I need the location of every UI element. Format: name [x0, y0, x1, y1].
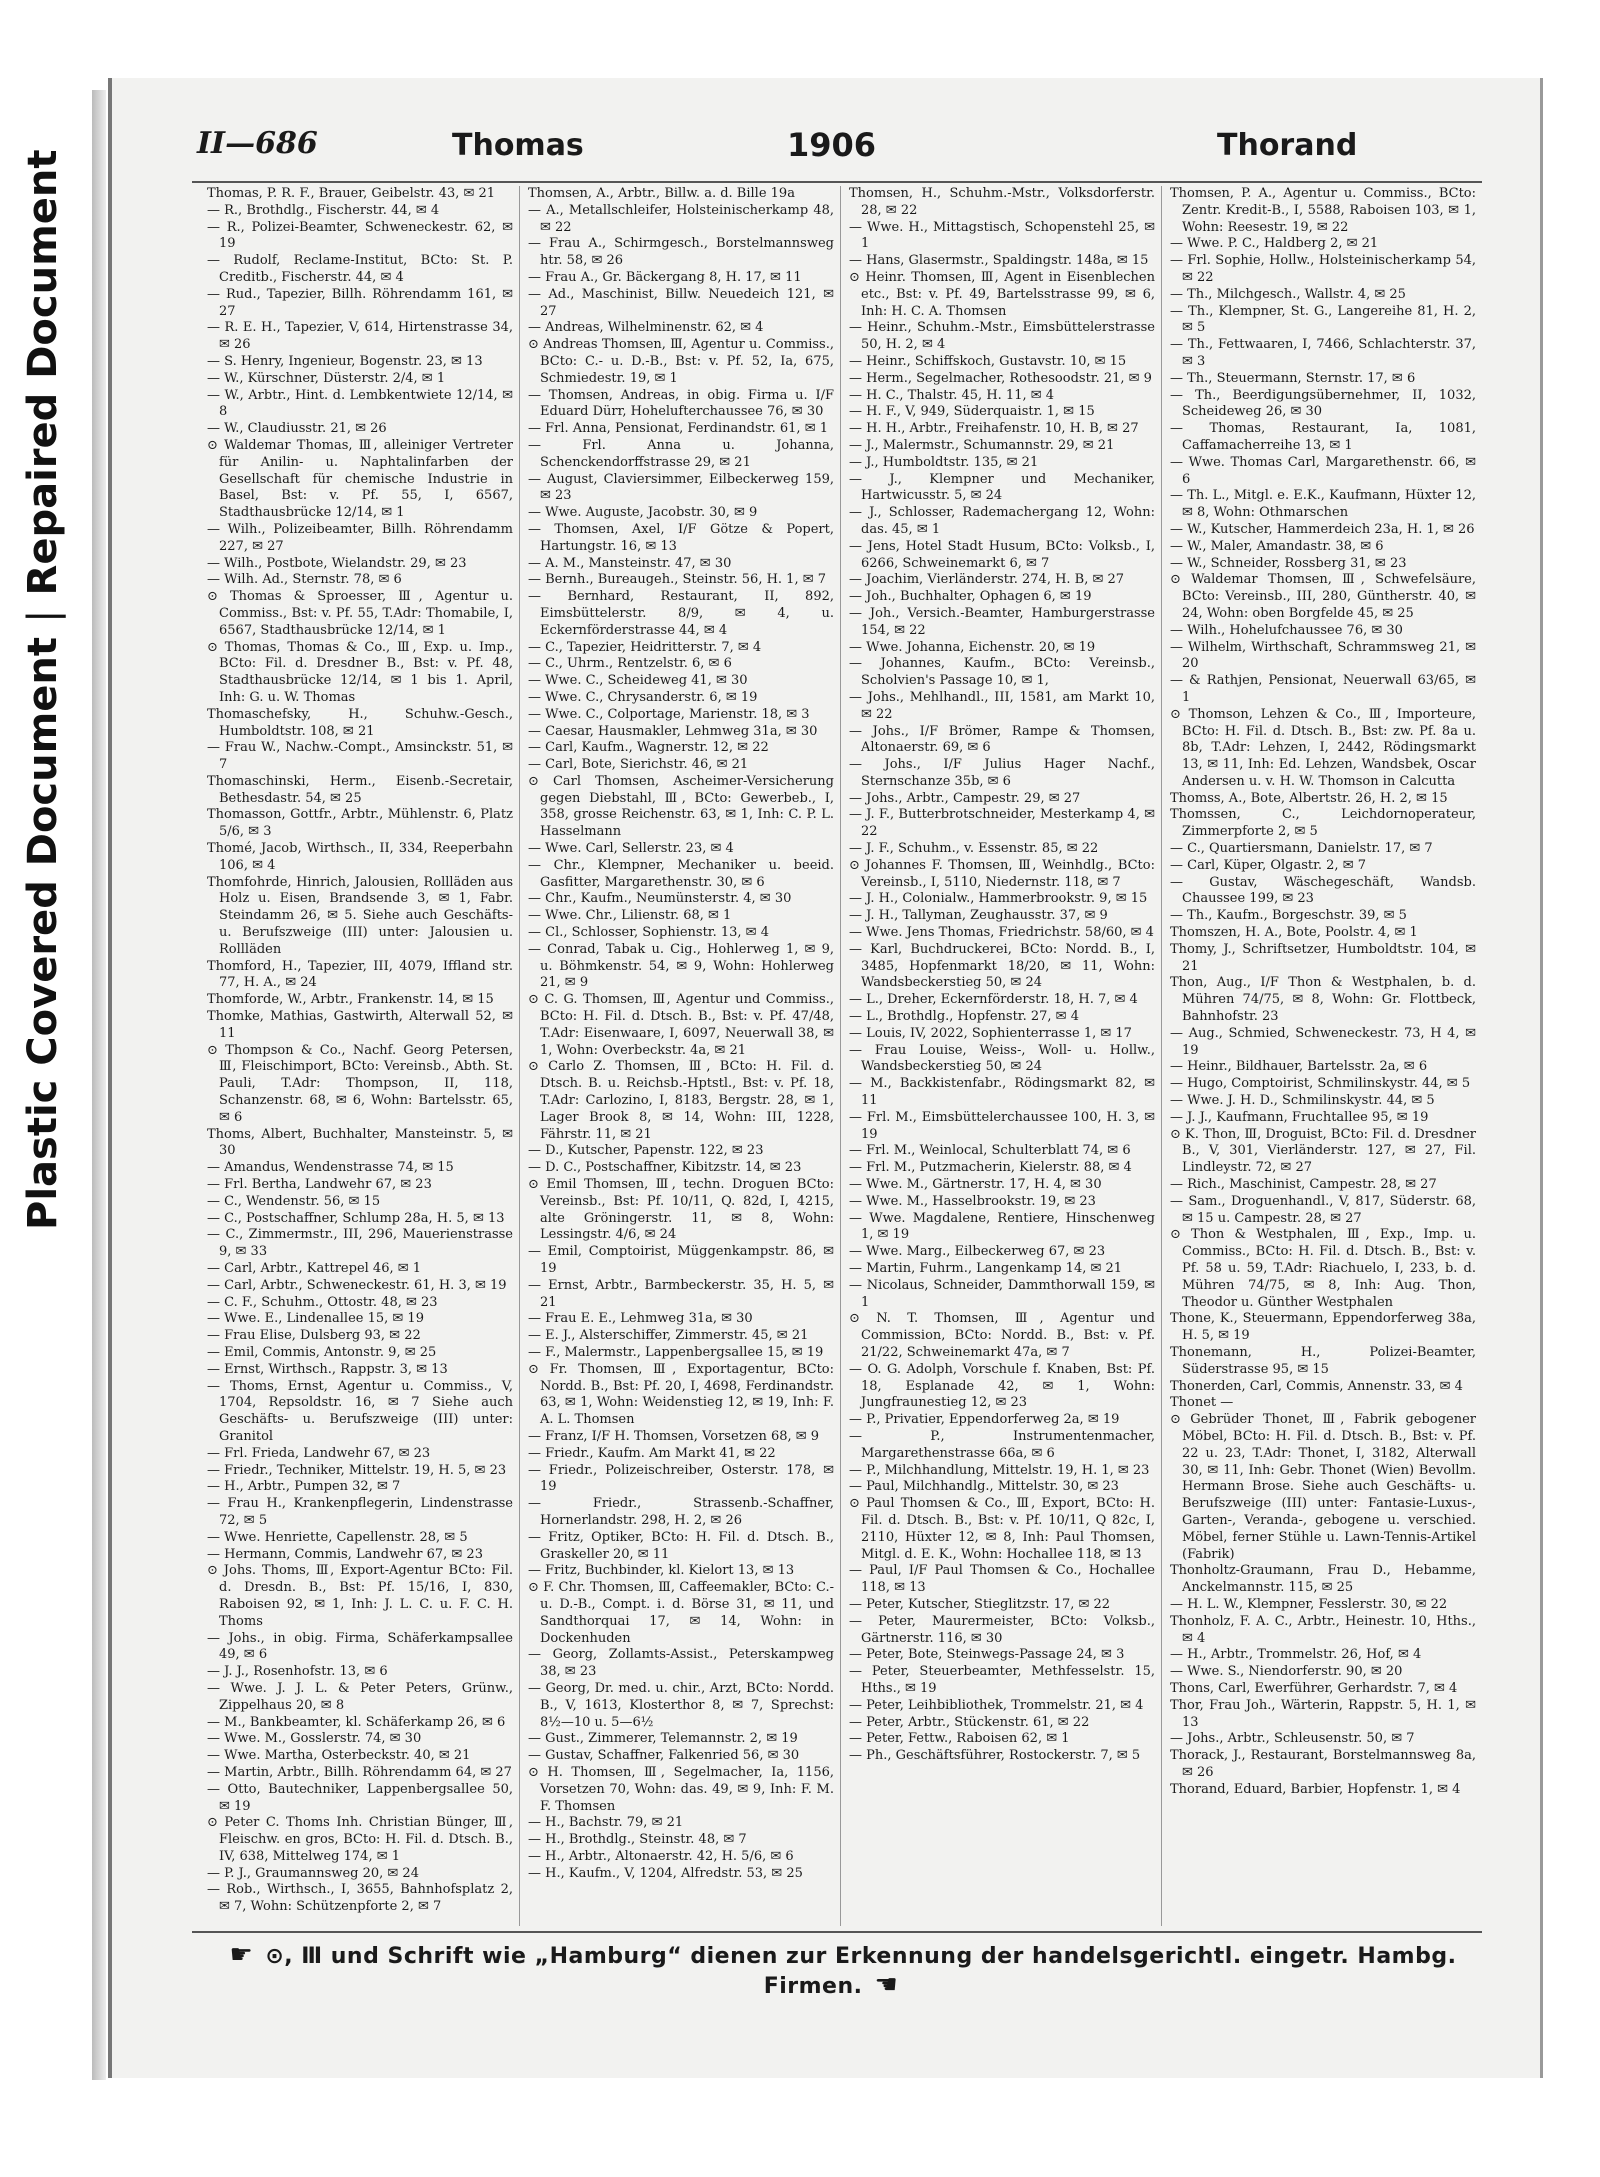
directory-entry: — Wwe. H., Mittagstisch, Schopenstehl 25, ✉ 1: [849, 219, 1155, 252]
directory-entry: — Frl. Bertha, Landwehr 67, ✉ 23: [207, 1177, 432, 1193]
directory-entry: — Frl. M., Putzmacherin, Kielerstr. 88, ✉ 4: [849, 1160, 1132, 1176]
directory-entry: — H., Bachstr. 79, ✉ 21: [528, 1815, 684, 1831]
directory-entry: — J., Klempner und Mechaniker, Hartwicusstr. 5, ✉ 24: [849, 471, 1155, 504]
directory-entry: — Th., Kaufm., Borgeschstr. 39, ✉ 5: [1170, 908, 1407, 924]
pointing-hand-right-icon: ☚: [874, 1970, 899, 2000]
directory-entry: — Otto, Bautechniker, Lappenbergsallee 50, ✉ 19: [207, 1781, 513, 1814]
directory-entry: — Peter, Arbtr., Stückenstr. 61, ✉ 22: [849, 1714, 1090, 1730]
directory-entry: — Frau H., Krankenpflegerin, Lindenstrasse 72, ✉ 5: [207, 1496, 513, 1528]
directory-entry: — Thomsen, Axel, I/F Götze & Popert, Hartungstr. 16, ✉ 13: [528, 521, 834, 554]
directory-entry: — Frau A., Schirmgesch., Borstelmannsweg htr. 58, ✉ 26: [528, 236, 834, 269]
directory-entry: — Johs., Arbtr., Schleusenstr. 50, ✉ 7: [1170, 1731, 1415, 1747]
directory-entry: — C., Tapezier, Heidritterstr. 7, ✉ 4: [528, 639, 762, 655]
directory-entry: — Rudolf, Reclame-Institut, BCto: St. P. Creditb., Fischerstr. 44, ✉ 4: [207, 253, 513, 285]
directory-entry: — Th., Steuermann, Sternstr. 17, ✉ 6: [1170, 370, 1416, 386]
directory-entry: — Frau Elise, Dulsberg 93, ✉ 22: [207, 1328, 421, 1344]
directory-entry: — J. F., Butterbrotschneider, Mesterkamp 4, ✉ 22: [849, 807, 1155, 840]
directory-entry: — Wwe. C., Chrysanderstr. 6, ✉ 19: [528, 689, 758, 705]
directory-entry: — W., Kutscher, Hammerdeich 23a, H. 1, ✉ 26: [1170, 521, 1475, 537]
directory-entry: — C., Wendenstr. 56, ✉ 15: [207, 1193, 381, 1209]
directory-entry: ⊙ Carl Thomsen, Ascheimer-Versicherung gegen Diebstahl, Ⅲ, BCto: Gewerbeb., I, 358, grosse Reichenstr. 63, ✉ 1, Inh: C. P. L. Hasselmann: [528, 773, 834, 840]
directory-entry: — Th., Beerdigungsübernehmer, II, 1032, Scheideweg 26, ✉ 30: [1170, 387, 1476, 420]
directory-entry: ⊙ Johs. Thoms, Ⅲ, Export-Agentur BCto: Fil. d. Dresdn. B., Bst: Pf. 15/16, I, 830, Raboisen 92, ✉ 1, Inh: J. L. C. u. F. C. H. Thoms: [207, 1563, 513, 1629]
directory-entry: — Peter, Maurermeister, BCto: Volksb., Gärtnerstr. 116, ✉ 30: [849, 1613, 1155, 1646]
directory-entry: — Wwe. Jens Thomas, Friedrichstr. 58/60, ✉ 4: [849, 925, 1154, 941]
directory-entry: — Wwe. C., Scheideweg 41, ✉ 30: [528, 673, 748, 689]
directory-entry: Thorack, J., Restaurant, Borstelmannsweg 8a, ✉ 26: [1170, 1748, 1476, 1780]
directory-entry: ⊙ Thomson, Lehzen & Co., Ⅲ, Importeure, BCto: H. Fil. d. Dtsch. B., Bst: zw. Pf. 8a u. 8b, T.Adr: Lehzen, I, 2442, Rödingsmarkt 13, ✉ 11, Inh: Ed. Lehzen, Wandsbek, Oscar Andersen u. v. H. W. Thomson in Calcutta: [1170, 706, 1476, 789]
directory-entry: — E. J., Alsterschiffer, Zimmerstr. 45, ✉ 21: [528, 1328, 809, 1344]
directory-entry: — Paul, Milchhandlg., Mittelstr. 30, ✉ 23: [849, 1479, 1119, 1495]
directory-entry: — Th. L., Mitgl. e. E.K., Kaufmann, Hüxter 12, ✉ 8, Wohn: Othmarschen: [1170, 488, 1476, 521]
directory-entry: ⊙ Heinr. Thomsen, Ⅲ, Agent in Eisenblechen etc., Bst: v. Pf. 49, Bartelsstrasse 99, ✉ 6, Inh: H. C. A. Thomsen: [849, 269, 1155, 319]
directory-entry: Thomé, Jacob, Wirthsch., II, 334, Reeperbahn 106, ✉ 4: [207, 841, 513, 873]
directory-entry: — Franz, I/F H. Thomsen, Vorsetzen 68, ✉ 9: [528, 1428, 820, 1444]
directory-entry: — Peter, Leihbibliothek, Trommelstr. 21, ✉ 4: [849, 1697, 1144, 1713]
directory-entry: Thonemann, H., Polizei-Beamter, Süderstrasse 95, ✉ 15: [1170, 1344, 1476, 1377]
directory-entry: — J., Humboldtstr. 135, ✉ 21: [849, 454, 1039, 470]
directory-entry: — Johs., in obig. Firma, Schäferkampsallee 49, ✉ 6: [207, 1630, 513, 1663]
directory-entry: — Wilh. Ad., Sternstr. 78, ✉ 6: [207, 572, 402, 588]
footer-rule: [192, 1931, 1482, 1933]
directory-entry: — Emil, Comptoirist, Müggenkampstr. 86, ✉ 19: [528, 1244, 834, 1276]
directory-entry: — Frl. M., Weinlocal, Schulterblatt 74, ✉ 6: [849, 1143, 1131, 1159]
directory-entry: — Th., Milchgesch., Wallstr. 4, ✉ 25: [1170, 286, 1406, 302]
directory-entry: — C. F., Schuhm., Ottostr. 48, ✉ 23: [207, 1294, 438, 1310]
directory-entry: — C., Postschaffner, Schlump 28a, H. 5, ✉ 13: [207, 1210, 505, 1226]
pointing-hand-left-icon: ☛: [229, 1940, 254, 1970]
directory-entry: — Heinr., Schiffskoch, Gustavstr. 10, ✉ 15: [849, 353, 1127, 369]
directory-entry: — Paul, I/F Paul Thomsen & Co., Hochallee 118, ✉ 13: [849, 1563, 1155, 1596]
directory-entry: — Gust., Zimmerer, Telemannstr. 2, ✉ 19: [528, 1731, 798, 1747]
spine-strip: [0, 0, 105, 2177]
directory-entry: ⊙ Emil Thomsen, Ⅲ, techn. Droguen BCto: Vereinsb., Bst: Pf. 10/11, Q. 82d, I, 4215, alte Gröningerstr. 11, ✉ 8, Wohn: Lessingstr. 4/6, ✉ 24: [528, 1177, 834, 1243]
directory-entry: ⊙ Thomas, Thomas & Co., Ⅲ, Exp. u. Imp., BCto: Fil. d. Dresdner B., Bst: v. Pf. 48, Stadthausbrücke 12/14, ✉ 1 bis 1. April, Inh: G. u. W. Thomas: [207, 639, 513, 705]
directory-entry: — H., Brothdlg., Steinstr. 48, ✉ 7: [528, 1832, 747, 1848]
directory-entry: — J., Schlosser, Rademachergang 12, Wohn: das. 45, ✉ 1: [849, 505, 1155, 537]
page-footer: [192, 1940, 1482, 2000]
directory-entry: ⊙ Fr. Thomsen, Ⅲ, Exportagentur, BCto: Nordd. B., Bst: Pf. 20, I, 4698, Ferdinandstr. 63, ✉ 1, Wohn: Weidenstieg 12, ✉ 19, Inh: F. A. L. Thomsen: [528, 1361, 834, 1428]
directory-entry: Thomfohrde, Hinrich, Jalousien, Rollläden aus Holz u. Eisen, Brandsende 3, ✉ 1, Fabr. Steindamm 26, ✉ 5. Siehe auch Geschäfts- u. Berufszweige (III) unter: Jalousien u. Rollläden: [207, 874, 513, 957]
directory-entry: — Ad., Maschinist, Billw. Neuedeich 121, ✉ 27: [528, 286, 834, 319]
directory-entry: — Johs., Arbtr., Campestr. 29, ✉ 27: [849, 790, 1081, 806]
directory-entry: — Bernhard, Restaurant, II, 892, Eimsbüttelerstr. 8/9, ✉ 4, u. Eckernförderstrasse 44, ✉ 4: [528, 589, 834, 638]
directory-entry: — H., Arbtr., Trommelstr. 26, Hof, ✉ 4: [1170, 1647, 1422, 1663]
directory-entry: — W., Arbtr., Hint. d. Lembkentwiete 12/14, ✉ 8: [207, 387, 513, 420]
directory-entry: — Peter, Kutscher, Stieglitzstr. 17, ✉ 22: [849, 1596, 1111, 1612]
directory-entry: — O. G. Adolph, Vorschule f. Knaben, Bst: Pf. 18, Esplanade 42, ✉ 1, Wohn: Jungfraunestieg 12, ✉ 23: [849, 1361, 1155, 1411]
directory-entry: — F., Malermstr., Lappenbergsallee 15, ✉ 19: [528, 1344, 824, 1360]
directory-entry: — Peter, Bote, Steinwegs-Passage 24, ✉ 3: [849, 1647, 1125, 1663]
directory-entry: — Rob., Wirthsch., I, 3655, Bahnhofsplatz 2, ✉ 7, Wohn: Schützenpforte 2, ✉ 7: [207, 1882, 513, 1915]
directory-entry: — P., Privatier, Eppendorferweg 2a, ✉ 19: [849, 1412, 1120, 1428]
directory-entry: — H., Arbtr., Altonaerstr. 42, H. 5/6, ✉ 6: [528, 1848, 794, 1864]
directory-entry: — Frau E. E., Lehmweg 31a, ✉ 30: [528, 1311, 753, 1327]
directory-entry: — Georg, Dr. med. u. chir., Arzt, BCto: Nordd. B., V, 1613, Klosterthor 8, ✉ 7, Sprechst: 8½—10 u. 5—6½: [528, 1680, 834, 1730]
directory-entry: — & Rathjen, Pensionat, Neuerwall 63/65, ✉ 1: [1170, 673, 1476, 705]
directory-entry: — Joh., Versich.-Beamter, Hamburgerstrasse 154, ✉ 22: [849, 605, 1155, 638]
directory-entry: — Caesar, Hausmakler, Lehmweg 31a, ✉ 30: [528, 723, 818, 739]
directory-entry: — Wwe. M., Hasselbrookstr. 19, ✉ 23: [849, 1193, 1096, 1209]
directory-entry: — Bernh., Bureaugeh., Steinstr. 56, H. 1, ✉ 7: [528, 572, 827, 588]
directory-entry: — Wwe. Thomas Carl, Margarethenstr. 66, ✉ 6: [1170, 454, 1476, 487]
directory-entry: — Th., Klempner, St. G., Langereihe 81, H. 2, ✉ 5: [1170, 303, 1476, 336]
directory-entry: — Wwe. Carl, Sellerstr. 23, ✉ 4: [528, 841, 734, 857]
directory-entry: — Aug., Schmied, Schweneckestr. 73, H 4, ✉ 19: [1170, 1025, 1476, 1058]
spine-label-part2: Repaired Document: [20, 149, 66, 596]
directory-entry: — Wilh., Hohelufchaussee 76, ✉ 30: [1170, 622, 1403, 638]
directory-entry: — Thoms, Ernst, Agentur u. Commiss., V, 1704, Repsoldstr. 16, ✉ 7 Siehe auch Geschäfts- u. Berufszweige (III) unter: Granitol: [207, 1378, 513, 1444]
page-number: II—686: [197, 126, 318, 161]
directory-entry: — Conrad, Tabak u. Cig., Hohlerweg 1, ✉ 9, u. Böhmkenstr. 54, ✉ 9, Wohn: Hohlerweg 21, ✉ 9: [528, 941, 834, 991]
directory-entry: — Frl. Anna u. Johanna, Schenckendorffstrasse 29, ✉ 21: [528, 437, 834, 470]
header-right-word: Thorand: [1217, 128, 1358, 163]
spine-label-part1: Plastic Covered Document: [20, 636, 66, 1230]
directory-entry: — J. J., Rosenhofstr. 13, ✉ 6: [207, 1664, 388, 1680]
directory-entry: — W., Claudiusstr. 21, ✉ 26: [207, 421, 387, 437]
directory-entry: — Wilh., Postbote, Wielandstr. 29, ✉ 23: [207, 555, 467, 571]
directory-entry: — J. F., Schuhm., v. Essenstr. 85, ✉ 22: [849, 841, 1099, 857]
directory-entry: — Heinr., Bildhauer, Bartelsstr. 2a, ✉ 6: [1170, 1059, 1428, 1075]
directory-entry: — Wilhelm, Wirthschaft, Schrammsweg 21, ✉ 20: [1170, 639, 1476, 672]
directory-entry: Thomszen, H. A., Bote, Poolstr. 4, ✉ 1: [1170, 925, 1418, 941]
directory-entry: ⊙ H. Thomsen, Ⅲ, Segelmacher, Ia, 1156, Vorsetzen 70, Wohn: das. 49, ✉ 9, Inh: F. M. F. Thomsen: [528, 1764, 834, 1814]
directory-entry: ⊙ Gebrüder Thonet, Ⅲ, Fabrik gebogener Möbel, BCto: H. Fil. d. Dtsch. B., Bst: v. Pf. 22 u. 23, T.Adr: Thonet, I, 3182, Alterwall 30, ✉ 11, Inh: Gebr. Thonet (Wien) Bevollm. Hermann Brose. Siehe auch Geschäfts- u. Berufszweige (III) unter: Fantasie-Luxus-, Garten-, Veranda-, gebogene u. verschied. Möbel, ferner Stühle u. Lawn-Tennis-Artikel (Fabrik): [1170, 1412, 1476, 1562]
directory-entry: Thonerden, Carl, Commis, Annenstr. 33, ✉ 4: [1170, 1378, 1463, 1394]
directory-entry: ⊙ Waldemar Thomas, Ⅲ, alleiniger Vertreter für Anilin- u. Naphtalinfarben der Gesellschaft für chemische Industrie in Basel, Bst: v. Pf. 55, I, 6567, Stadthausbrücke 12/14, ✉ 1: [207, 437, 513, 521]
directory-entry: — Friedr., Kaufm. Am Markt 41, ✉ 22: [528, 1445, 776, 1461]
header-rule: [192, 181, 1482, 183]
directory-entry: Thons, Carl, Ewerführer, Gerhardstr. 7, ✉ 4: [1170, 1680, 1458, 1696]
directory-entry: — Emil, Commis, Antonstr. 9, ✉ 25: [207, 1344, 437, 1360]
directory-entry: — Friedr., Techniker, Mittelstr. 19, H. 5, ✉ 23: [207, 1462, 507, 1478]
directory-entry: Thomsen, P. A., Agentur u. Commiss., BCto: Zentr. Kredit-B., I, 5588, Raboisen 103, ✉ 1, Wohn: Reesestr. 19, ✉ 22: [1170, 186, 1476, 235]
directory-entry: Thomasson, Gottfr., Arbtr., Mühlenstr. 6, Platz 5/6, ✉ 3: [207, 807, 513, 840]
directory-entry: Thoms, Albert, Buchhalter, Mansteinstr. 5, ✉ 30: [207, 1126, 513, 1159]
directory-entry: — Hermann, Commis, Landwehr 67, ✉ 23: [207, 1546, 483, 1562]
directory-entry: — Johs., I/F Brömer, Rampe & Thomsen, Altonaerstr. 69, ✉ 6: [849, 723, 1155, 756]
directory-entry: Thomsen, A., Arbtr., Billw. a. d. Bille 19a: [528, 186, 795, 201]
directory-entry: — Andreas, Wilhelminenstr. 62, ✉ 4: [528, 320, 764, 336]
directory-entry: — Peter, Steuerbeamter, Methfesselstr. 15, Hths., ✉ 19: [849, 1664, 1155, 1696]
directory-entry: — Wwe. Chr., Lilienstr. 68, ✉ 1: [528, 908, 732, 924]
directory-entry: — Heinr., Schuhm.-Mstr., Eimsbüttelerstrasse 50, H. 2, ✉ 4: [849, 320, 1155, 353]
directory-entry: — W., Maler, Amandastr. 38, ✉ 6: [1170, 538, 1384, 554]
directory-entry: — Wwe. Henriette, Capellenstr. 28, ✉ 5: [207, 1529, 468, 1545]
directory-entry: — Frau A., Gr. Bäckergang 8, H. 17, ✉ 11: [528, 269, 802, 285]
directory-entry: — J., Malermstr., Schumannstr. 29, ✉ 21: [849, 437, 1115, 453]
directory-entry: — M., Bankbeamter, kl. Schäferkamp 26, ✉ 6: [207, 1714, 506, 1730]
directory-entry: — Th., Fettwaaren, I, 7466, Schlachterstr. 37, ✉ 3: [1170, 337, 1476, 369]
directory-entry: ⊙ Waldemar Thomsen, Ⅲ, Schwefelsäure, BCto: Vereinsb., III, 280, Güntherstr. 40, ✉ 24, Wohn: oben Borgfelde 45, ✉ 25: [1170, 572, 1476, 621]
directory-entry: ⊙ F. Chr. Thomsen, Ⅲ, Caffeemakler, BCto: C.- u. D.-B., Compt. i. d. Börse 31, ✉ 11, und Sandthorquai 17, ✉ 14, Wohn: in Dockenhuden: [528, 1580, 834, 1646]
directory-entry: — Jens, Hotel Stadt Husum, BCto: Volksb., I, 6266, Schweinemarkt 6, ✉ 7: [849, 538, 1155, 571]
directory-entry: Thonet —: [1170, 1395, 1234, 1411]
directory-entry: — J. H., Colonialw., Hammerbrookstr. 9, ✉ 15: [849, 891, 1148, 907]
directory-entry: Thonholtz-Graumann, Frau D., Hebamme, Anckelmannstr. 115, ✉ 25: [1170, 1563, 1476, 1596]
directory-entry: — Wwe. J. J. L. & Peter Peters, Grünw., Zippelhaus 20, ✉ 8: [207, 1680, 513, 1713]
directory-entry: ⊙ Andreas Thomsen, Ⅲ, Agentur u. Commiss., BCto: C.- u. D.-B., Bst: v. Pf. 52, Ia, 675, Schmiedestr. 19, ✉ 1: [528, 337, 834, 386]
directory-entry: — Wwe. E., Lindenallee 15, ✉ 19: [207, 1311, 424, 1327]
directory-entry: — P., Milchhandlung, Mittelstr. 19, H. 1, ✉ 23: [849, 1462, 1150, 1478]
directory-entry: — Ernst, Wirthsch., Rappstr. 3, ✉ 13: [207, 1361, 448, 1377]
directory-entry: Thomss, A., Bote, Albertstr. 26, H. 2, ✉ 15: [1170, 790, 1448, 806]
directory-entry: — Martin, Fuhrm., Langenkamp 14, ✉ 21: [849, 1261, 1123, 1276]
directory-entry: — Wwe. P. C., Haldberg 2, ✉ 21: [1170, 236, 1379, 252]
spine-label-separator: |: [20, 609, 66, 623]
directory-entry: — Carl, Arbtr., Kattrepel 46, ✉ 1: [207, 1261, 422, 1276]
directory-entry: — D., Kutscher, Papenstr. 122, ✉ 23: [528, 1143, 764, 1159]
directory-entry: — L., Brothdlg., Hopfenstr. 27, ✉ 4: [849, 1009, 1079, 1025]
directory-entry: ⊙ K. Thon, Ⅲ, Droguist, BCto: Fil. d. Dresdner B., V, 301, Vierländerstr. 127, ✉ 27, Fil. Lindleystr. 72, ✉ 27: [1170, 1126, 1476, 1176]
directory-entry: — Hans, Glasermstr., Spaldingstr. 148a, ✉ 15: [849, 253, 1149, 269]
directory-entry: Thomaschinski, Herm., Eisenb.-Secretair, Bethesdastr. 54, ✉ 25: [207, 773, 513, 806]
directory-entry: — M., Backkistenfabr., Rödingsmarkt 82, ✉ 11: [849, 1076, 1155, 1109]
header-left-word: Thomas: [452, 128, 584, 163]
directory-entry: Thone, K., Steuermann, Eppendorferweg 38a, H. 5, ✉ 19: [1170, 1311, 1476, 1344]
directory-entry: — C., Zimmermstr., III, 296, Mauerienstrasse 9, ✉ 33: [207, 1227, 513, 1260]
directory-entry: — L., Dreher, Eckernförderstr. 18, H. 7, ✉ 4: [849, 992, 1138, 1008]
directory-entry: ⊙ Peter C. Thoms Inh. Christian Bünger, Ⅲ, Fleischw. en gros, BCto: H. Fil. d. Dtsch. B., IV, 638, Mittelweg 174, ✉ 1: [207, 1815, 513, 1864]
directory-entry: Thomforde, W., Arbtr., Frankenstr. 14, ✉ 15: [207, 992, 494, 1008]
directory-entry: — Karl, Buchdruckerei, BCto: Nordd. B., I, 3485, Hopfenmarkt 18/20, ✉ 11, Wohn: Wandsbeckerstieg 50, ✉ 24: [849, 941, 1155, 991]
directory-entry: Thonholz, F. A. C., Arbtr., Heinestr. 10, Hths., ✉ 4: [1170, 1613, 1476, 1646]
directory-entry: — Cl., Schlosser, Sophienstr. 13, ✉ 4: [528, 925, 769, 941]
footer-text: ⊙, Ⅲ und Schrift wie „Hamburg“ dienen zur Erkennung der handelsgerichtl. eingetr. Hambg. Firmen.: [265, 1944, 1457, 1999]
directory-entry: — Ph., Geschäftsführer, Rostockerstr. 7, ✉ 5: [849, 1748, 1141, 1764]
directory-entry: Thomford, H., Tapezier, III, 4079, Iffland str. 77, H. A., ✉ 24: [207, 958, 513, 991]
directory-entry: — H. F., V, 949, Süderquaistr. 1, ✉ 15: [849, 404, 1095, 420]
directory-entry: — Nicolaus, Schneider, Dammthorwall 159, ✉ 1: [849, 1277, 1155, 1310]
directory-entry: — Wwe. Marg., Eilbeckerweg 67, ✉ 23: [849, 1244, 1106, 1260]
directory-entry: — R., Brothdlg., Fischerstr. 44, ✉ 4: [207, 202, 440, 218]
directory-entry: — W., Schneider, Rossberg 31, ✉ 23: [1170, 555, 1407, 571]
directory-entry: — H., Arbtr., Pumpen 32, ✉ 7: [207, 1479, 401, 1495]
directory-entry: Thomy, J., Schriftsetzer, Humboldtstr. 104, ✉ 21: [1170, 941, 1476, 974]
page-header: [197, 126, 1497, 176]
directory-entry: — Carl, Küper, Olgastr. 2, ✉ 7: [1170, 857, 1366, 873]
directory-entry: — Sam., Droguenhandl., V, 817, Süderstr. 68, ✉ 15 u. Campestr. 28, ✉ 27: [1170, 1193, 1476, 1226]
directory-entry: — Hugo, Comptoirist, Schmilinskystr. 44, ✉ 5: [1170, 1076, 1471, 1092]
directory-entry: — Joachim, Vierländerstr. 274, H. B, ✉ 27: [849, 572, 1125, 588]
directory-entry: — Ernst, Arbtr., Barmbeckerstr. 35, H. 5, ✉ 21: [528, 1277, 834, 1310]
directory-entry: — Wwe. M., Gärtnerstr. 17, H. 4, ✉ 30: [849, 1177, 1102, 1193]
directory-entry: — A. M., Mansteinstr. 47, ✉ 30: [528, 555, 732, 571]
directory-entry: ⊙ C. G. Thomsen, Ⅲ, Agentur und Commiss., BCto: H. Fil. d. Dtsch. B., Bst: v. Pf. 47/48, T.Adr: Eisenwaare, I, 6097, Neuerwall 38, ✉ 1, Wohn: Overbeckstr. 4a, ✉ 21: [528, 992, 834, 1058]
column-4: [1170, 186, 1482, 1926]
spine-label: [20, 150, 66, 1230]
directory-entry: — Wwe. S., Niendorferstr. 90, ✉ 20: [1170, 1664, 1403, 1680]
directory-entry: — A., Metallschleifer, Holsteinischerkamp 48, ✉ 22: [528, 202, 834, 235]
directory-entry: ⊙ Thompson & Co., Nachf. Georg Petersen, Ⅲ, Fleischimport, BCto: Vereinsb., Abth. St. Pauli, T.Adr: Thompson, II, 118, Schanzenstr. 68, ✉ 6, Wohn: Bartelsstr. 65, ✉ 6: [207, 1042, 513, 1125]
directory-entry: — Frl. Anna, Pensionat, Ferdinandstr. 61, ✉ 1: [528, 421, 828, 437]
directory-entry: — R. E. H., Tapezier, V, 614, Hirtenstrasse 34, ✉ 26: [207, 320, 513, 353]
header-year: 1906: [787, 126, 877, 164]
directory-entry: — Wwe. Johanna, Eichenstr. 20, ✉ 19: [849, 639, 1096, 655]
directory-entry: — Georg, Zollamts-Assist., Peterskampweg 38, ✉ 23: [528, 1647, 834, 1680]
directory-entry: — Frau W., Nachw.-Compt., Amsinckstr. 51, ✉ 7: [207, 740, 513, 773]
directory-entry: — Frl. Sophie, Hollw., Holsteinischerkamp 54, ✉ 22: [1170, 253, 1476, 285]
directory-entry: ⊙ Thon & Westphalen, Ⅲ, Exp., Imp. u. Commiss., BCto: H. Fil. d. Dtsch. B., Bst: v. Pf. 58 u. 59, T.Adr: Riachuelo, I, 233, b. d. Mühren 74/75, ✉ 8, Inh: Aug. Thon, Theodor u. Günther Westphalen: [1170, 1227, 1476, 1310]
directory-entry: — Friedr., Strassenb.-Schaffner, Hornerlandstr. 298, H. 2, ✉ 26: [528, 1496, 834, 1528]
directory-entry: — Gustav, Schaffner, Falkenried 56, ✉ 30: [528, 1748, 800, 1764]
directory-entry: — Amandus, Wendenstrasse 74, ✉ 15: [207, 1160, 454, 1176]
directory-entry: — H., Kaufm., V, 1204, Alfredstr. 53, ✉ 25: [528, 1865, 803, 1881]
directory-entry: ⊙ Johannes F. Thomsen, Ⅲ, Weinhdlg., BCto: Vereinsb., I, 5110, Niedernstr. 118, ✉ 7: [849, 857, 1155, 890]
directory-entry: — C., Quartiersmann, Danielstr. 17, ✉ 7: [1170, 841, 1433, 857]
directory-entry: Thomke, Mathias, Gastwirth, Alterwall 52, ✉ 11: [207, 1009, 513, 1041]
directory-entry: Thomssen, C., Leichdornoperateur, Zimmerpforte 2, ✉ 5: [1170, 807, 1476, 840]
directory-entry: — Wwe. M., Gosslerstr. 74, ✉ 30: [207, 1731, 422, 1747]
page-edge-shadow: [92, 90, 106, 2080]
directory-entry: Thomsen, H., Schuhm.-Mstr., Volksdorferstr. 28, ✉ 22: [849, 186, 1155, 218]
directory-entry: — Johannes, Kaufm., BCto: Vereinsb., Scholvien's Passage 10, ✉ 1,: [849, 656, 1155, 689]
directory-entry: Thor, Frau Joh., Wärterin, Rappstr. 5, H. 1, ✉ 13: [1170, 1697, 1476, 1730]
directory-entry: — Johs., Mehlhandl., III, 1581, am Markt 10, ✉ 22: [849, 689, 1155, 722]
directory-entry: — August, Claviersimmer, Eilbeckerweg 159, ✉ 23: [528, 471, 834, 504]
column-3: [849, 186, 1162, 1926]
directory-entry: — Rud., Tapezier, Billh. Röhrendamm 161, ✉ 27: [207, 286, 513, 319]
directory-entry: — J. H., Tallyman, Zeughausstr. 37, ✉ 9: [849, 908, 1108, 924]
directory-entry: — Johs., I/F Julius Hager Nachf., Sternschanze 35b, ✉ 6: [849, 757, 1155, 789]
directory-entry: — W., Kürschner, Düsterstr. 2/4, ✉ 1: [207, 370, 446, 386]
directory-entry: — Wwe. J. H. D., Schmilinskystr. 44, ✉ 5: [1170, 1093, 1435, 1109]
directory-entry: Thomaschefsky, H., Schuhw.-Gesch., Humboldtstr. 108, ✉ 21: [207, 706, 513, 739]
directory-entry: — R., Polizei-Beamter, Schweneckestr. 62, ✉ 19: [207, 219, 513, 252]
directory-entry: — Frl. Frieda, Landwehr 67, ✉ 23: [207, 1445, 431, 1461]
directory-entry: — Wwe. Magdalene, Rentiere, Hinschenweg 1, ✉ 19: [849, 1210, 1155, 1243]
column-1: [207, 186, 520, 1926]
directory-entry: — C., Uhrm., Rentzelstr. 6, ✉ 6: [528, 656, 732, 672]
directory-entry: — Fritz, Buchbinder, kl. Kielort 13, ✉ 13: [528, 1563, 795, 1579]
directory-entry: Thorand, Eduard, Barbier, Hopfenstr. 1, ✉ 4: [1170, 1781, 1461, 1797]
directory-entry: — Thomas, Restaurant, Ia, 1081, Caffamacherreihe 13, ✉ 1: [1170, 421, 1476, 453]
directory-entry: — Wilh., Polizeibeamter, Billh. Röhrendamm 227, ✉ 27: [207, 521, 513, 554]
directory-entry: — Frau Louise, Weiss-, Woll- u. Hollw., Wandsbeckerstieg 50, ✉ 24: [849, 1042, 1155, 1075]
directory-entry: — Thomsen, Andreas, in obig. Firma u. I/F Eduard Dürr, Hohelufterchaussee 76, ✉ 30: [528, 387, 834, 420]
directory-entry: — H. C., Thalstr. 45, H. 11, ✉ 4: [849, 387, 1055, 403]
directory-entry: Thon, Aug., I/F Thon & Westphalen, b. d. Mühren 74/75, ✉ 8, Wohn: Gr. Flottbeck, Bahnhofstr. 23: [1170, 975, 1476, 1025]
column-2: [528, 186, 841, 1926]
directory-entry: — Wwe. Martha, Osterbeckstr. 40, ✉ 21: [207, 1748, 471, 1764]
directory-entry: — Gustav, Wäschegeschäft, Wandsb. Chaussee 199, ✉ 23: [1170, 874, 1476, 907]
directory-entry: Thomas, P. R. F., Brauer, Geibelstr. 43, ✉ 21: [207, 186, 496, 201]
directory-entry: ⊙ N. T. Thomsen, Ⅲ, Agentur und Commission, BCto: Nordd. B., Bst: v. Pf. 21/22, Schweinemarkt 47a, ✉ 7: [849, 1311, 1155, 1360]
directory-entry: — Joh., Buchhalter, Ophagen 6, ✉ 19: [849, 589, 1092, 605]
directory-entry: — Fritz, Optiker, BCto: H. Fil. d. Dtsch. B., Graskeller 20, ✉ 11: [528, 1529, 834, 1562]
directory-entry: — J. J., Kaufmann, Fruchtallee 95, ✉ 19: [1170, 1109, 1429, 1125]
directory-entry: — Carl, Bote, Sierichstr. 46, ✉ 21: [528, 757, 749, 773]
directory-entry: — S. Henry, Ingenieur, Bogenstr. 23, ✉ 13: [207, 353, 483, 369]
directory-entry: — P., Instrumentenmacher, Margarethenstrasse 66a, ✉ 6: [849, 1428, 1155, 1461]
directory-entry: — Louis, IV, 2022, Sophienterrasse 1, ✉ 17: [849, 1025, 1132, 1041]
directory-entry: — Chr., Klempner, Mechaniker u. beeid. Gasfitter, Margarethenstr. 30, ✉ 6: [528, 857, 834, 890]
directory-entry: — H. L. W., Klempner, Fesslerstr. 30, ✉ 22: [1170, 1596, 1448, 1612]
directory-entry: — H. H., Arbtr., Freihafenstr. 10, H. B, ✉ 27: [849, 421, 1139, 437]
directory-entry: — Frl. M., Eimsbüttelerchaussee 100, H. 3, ✉ 19: [849, 1109, 1155, 1142]
directory-entry: — Martin, Arbtr., Billh. Röhrendamm 64, ✉ 27: [207, 1764, 512, 1780]
directory-entry: — Herm., Segelmacher, Rothesoodstr. 21, ✉ 9: [849, 370, 1152, 386]
directory-entry: — Chr., Kaufm., Neumünsterstr. 4, ✉ 30: [528, 891, 792, 907]
directory-entry: ⊙ Carlo Z. Thomsen, Ⅲ, BCto: H. Fil. d. Dtsch. B. u. Reichsb.-Hptstl., Bst: v. Pf. 18, T.Adr: Carlozino, I, 8183, Bergstr. 28, ✉ 1, Lager Brook 8, ✉ 14, Wohn: III, 1228, Fährstr. 11, ✉ 21: [528, 1059, 834, 1142]
directory-columns: [207, 186, 1482, 1926]
directory-entry: ⊙ Paul Thomsen & Co., Ⅲ, Export, BCto: H. Fil. d. Dtsch. B., Bst: v. Pf. 10/11, Q 82c, I, 2110, Hüxter 12, ✉ 8, Inh: Paul Thomsen, Mitgl. d. E. K., Wohn: Hochallee 118, ✉ 13: [849, 1496, 1155, 1562]
directory-entry: — Wwe. Auguste, Jacobstr. 30, ✉ 9: [528, 505, 758, 521]
directory-entry: — Wwe. C., Colportage, Marienstr. 18, ✉ 3: [528, 706, 810, 722]
directory-entry: — Rich., Maschinist, Campestr. 28, ✉ 27: [1170, 1177, 1437, 1193]
directory-entry: — Carl, Kaufm., Wagnerstr. 12, ✉ 22: [528, 740, 769, 756]
directory-entry: — Peter, Fettw., Raboisen 62, ✉ 1: [849, 1731, 1070, 1747]
directory-entry: — D. C., Postschaffner, Kibitzstr. 14, ✉ 23: [528, 1160, 802, 1176]
directory-entry: ⊙ Thomas & Sproesser, Ⅲ, Agentur u. Commiss., Bst: v. Pf. 55, T.Adr: Thomabile, I, 6567, Stadthausbrücke 12/14, ✉ 1: [207, 589, 513, 638]
directory-entry: — Friedr., Polizeischreiber, Osterstr. 178, ✉ 19: [528, 1462, 834, 1495]
directory-entry: — Carl, Arbtr., Schweneckestr. 61, H. 3, ✉ 19: [207, 1277, 507, 1293]
directory-page: [108, 78, 1543, 2078]
directory-entry: — P. J., Graumannsweg 20, ✉ 24: [207, 1865, 419, 1881]
